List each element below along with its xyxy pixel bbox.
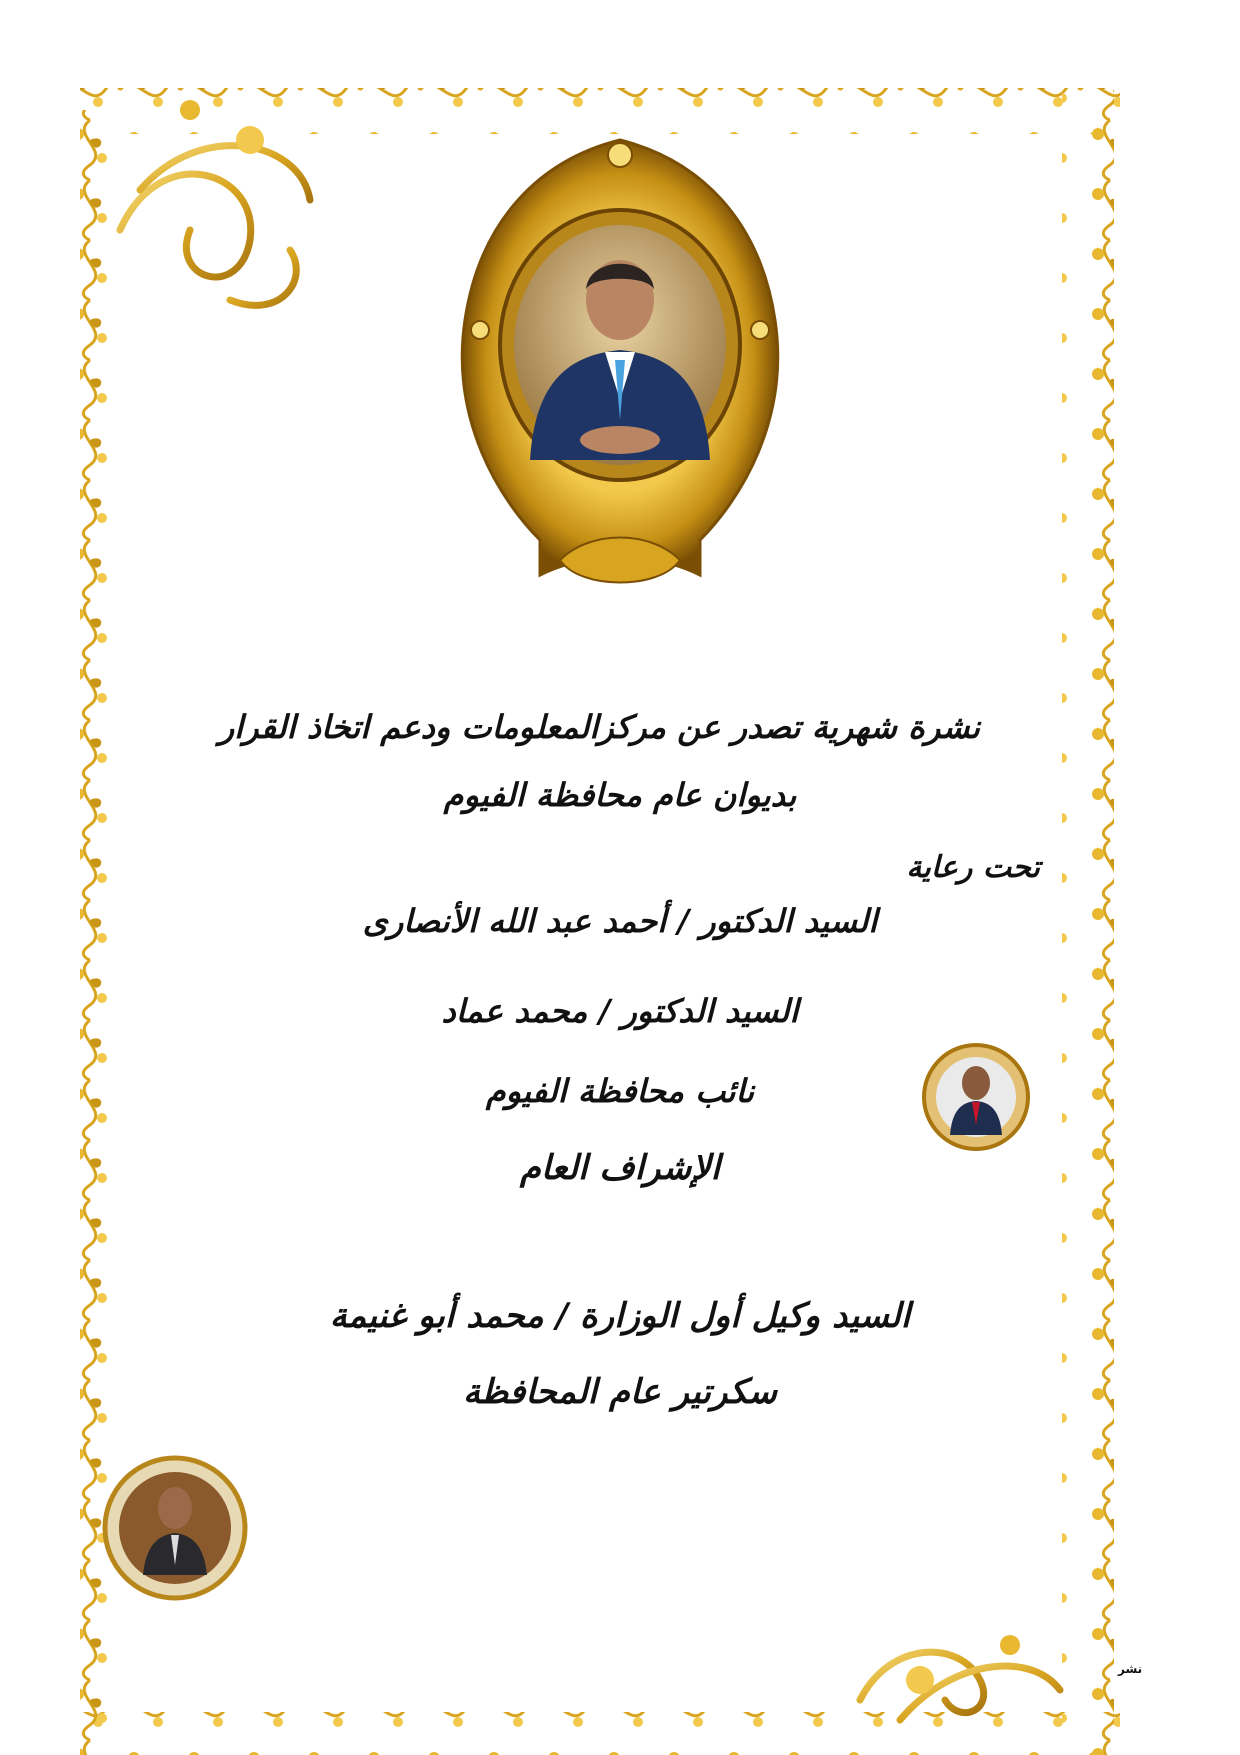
header-line-2: بديوان عام محافظة الفيوم <box>443 776 797 814</box>
supervisor-name: السيد وكيل أول الوزارة / محمد أبو غنيمة <box>329 1296 911 1336</box>
supervision-label: الإشراف العام <box>519 1148 721 1188</box>
sponsor-name-1: السيد الدكتور / أحمد عبد الله الأنصارى <box>362 902 878 940</box>
supervisor-title: سكرتير عام المحافظة <box>462 1372 778 1412</box>
header-line-1: نشرة شهرية تصدر عن مركزالمعلومات ودعم اتخاذ القرار <box>218 708 980 746</box>
cover-text <box>218 0 980 1755</box>
sponsorship-label: تحت رعاية <box>906 850 1040 885</box>
footer-note: نشر <box>1118 1662 1143 1676</box>
portrait-secretary-general <box>105 1458 245 1598</box>
sponsor-name-2: السيد الدكتور / محمد عماد <box>441 992 799 1030</box>
sponsor-title: نائب محافظة الفيوم <box>485 1072 755 1110</box>
frame-right-border <box>1062 90 1114 1755</box>
